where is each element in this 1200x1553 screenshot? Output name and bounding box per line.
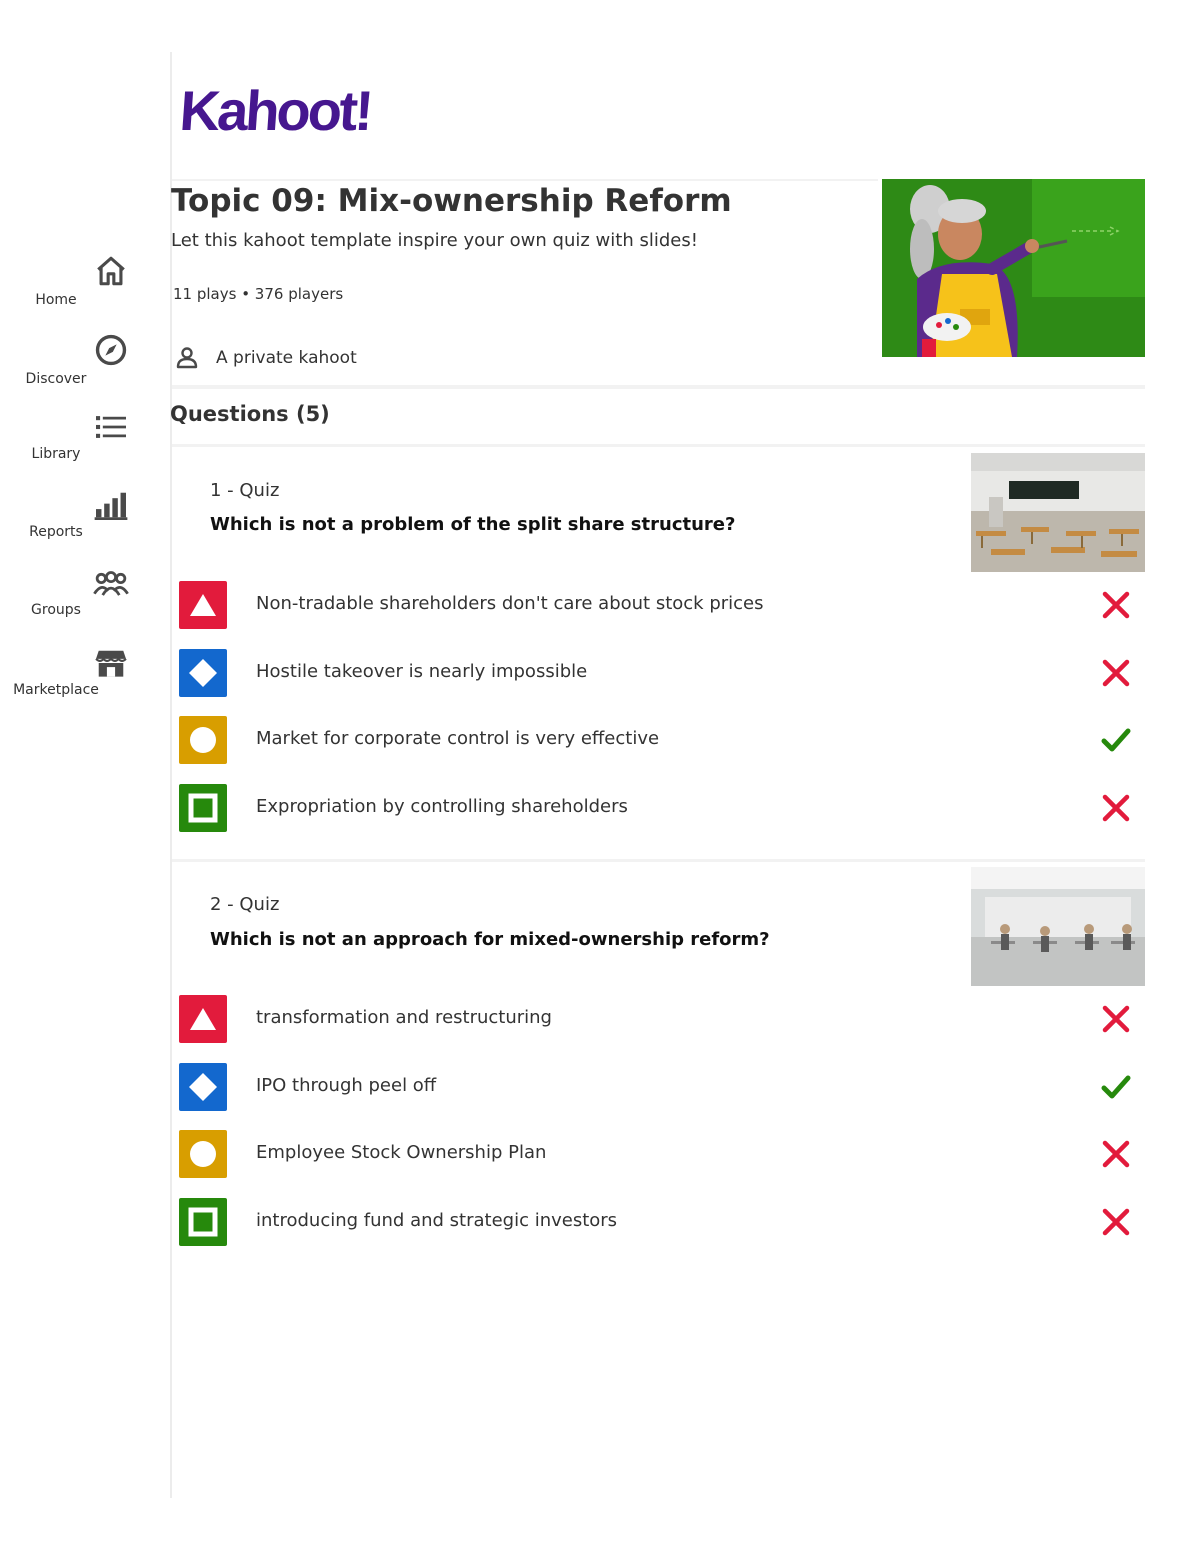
section-divider (172, 385, 1145, 389)
visibility-label: A private kahoot (216, 348, 357, 368)
nav-item-discover[interactable] (0, 333, 170, 387)
question-divider (172, 859, 1145, 862)
circle-icon (188, 1139, 218, 1169)
kahoot-description: Let this kahoot template inspire your own quiz with slides! (171, 230, 698, 251)
checkmark-icon (1101, 1072, 1131, 1102)
answer-text: Expropriation by controlling shareholders (256, 796, 628, 817)
answer-shape-tile (179, 995, 227, 1043)
correct-mark (1101, 1072, 1131, 1106)
store-icon (94, 648, 128, 678)
nav-label-discover: Discover (25, 371, 87, 387)
incorrect-mark (1101, 793, 1131, 827)
question-image (971, 453, 1145, 572)
answer-row[interactable] (179, 784, 1145, 832)
answer-row[interactable] (179, 1130, 1145, 1178)
nav-item-reports[interactable] (0, 490, 170, 540)
visibility-row (176, 347, 357, 369)
answer-row[interactable] (179, 649, 1145, 697)
answer-text: transformation and restructuring (256, 1007, 552, 1028)
nav-item-library[interactable] (0, 412, 170, 462)
header-divider (172, 179, 878, 181)
answer-text: Employee Stock Ownership Plan (256, 1142, 547, 1163)
home-icon (94, 254, 128, 288)
user-icon (176, 347, 198, 369)
answer-text: Market for corporate control is very effective (256, 728, 660, 749)
circle-icon (188, 725, 218, 755)
diamond-icon (188, 1072, 218, 1102)
sidebar-nav (0, 52, 172, 1498)
question-number: 1 - Quiz (210, 480, 280, 501)
nav-label-marketplace: Marketplace (13, 682, 99, 698)
diamond-icon (188, 658, 218, 688)
cross-icon (1101, 1139, 1131, 1169)
answer-shape-tile (179, 716, 227, 764)
answer-shape-tile (179, 1130, 227, 1178)
answer-row[interactable] (179, 1198, 1145, 1246)
nav-label-reports: Reports (29, 524, 83, 540)
cross-icon (1101, 590, 1131, 620)
answer-shape-tile (179, 649, 227, 697)
incorrect-mark (1101, 1207, 1131, 1241)
checkmark-icon (1101, 725, 1131, 755)
nav-label-library: Library (31, 446, 81, 462)
answer-text: IPO through peel off (256, 1075, 437, 1096)
question-divider (172, 444, 1145, 447)
square-icon (188, 793, 218, 823)
compass-icon (94, 333, 128, 367)
kahoot-stats: 11 plays • 376 players (173, 285, 344, 303)
nav-label-groups: Groups (31, 602, 81, 618)
incorrect-mark (1101, 590, 1131, 624)
question-number: 2 - Quiz (210, 894, 280, 915)
nav-item-groups[interactable] (0, 570, 170, 618)
incorrect-mark (1101, 1004, 1131, 1038)
question-text: Which is not a problem of the split share structure? (210, 514, 736, 535)
question-image (971, 867, 1145, 986)
triangle-icon (188, 1006, 218, 1032)
answer-row[interactable] (179, 1063, 1145, 1111)
answer-text: Hostile takeover is nearly impossible (256, 661, 588, 682)
cross-icon (1101, 793, 1131, 823)
answer-text: Non-tradable shareholders don't care about stock prices (256, 593, 764, 614)
cross-icon (1101, 1004, 1131, 1034)
kahoot-title: Topic 09: Mix-ownership Reform (171, 183, 732, 219)
bar-chart-icon (94, 490, 128, 520)
answer-row[interactable] (179, 581, 1145, 629)
answer-row[interactable] (179, 995, 1145, 1043)
incorrect-mark (1101, 658, 1131, 692)
list-icon (94, 412, 128, 442)
answer-shape-tile (179, 784, 227, 832)
answer-shape-tile (179, 1063, 227, 1111)
cross-icon (1101, 1207, 1131, 1237)
incorrect-mark (1101, 1139, 1131, 1173)
nav-item-marketplace[interactable] (0, 648, 170, 698)
answer-shape-tile (179, 1198, 227, 1246)
nav-item-home[interactable] (0, 254, 170, 308)
kahoot-logo[interactable]: Kahoot! (177, 79, 373, 142)
groups-icon (93, 570, 129, 598)
answer-text: introducing fund and strategic investors (256, 1210, 618, 1231)
question-text: Which is not an approach for mixed-ownership reform? (210, 929, 770, 950)
correct-mark (1101, 725, 1131, 759)
triangle-icon (188, 592, 218, 618)
square-icon (188, 1207, 218, 1237)
cross-icon (1101, 658, 1131, 688)
questions-heading: Questions (5) (170, 402, 330, 426)
answer-row[interactable] (179, 716, 1145, 764)
answer-shape-tile (179, 581, 227, 629)
nav-label-home: Home (35, 292, 77, 308)
cover-image (882, 179, 1145, 357)
